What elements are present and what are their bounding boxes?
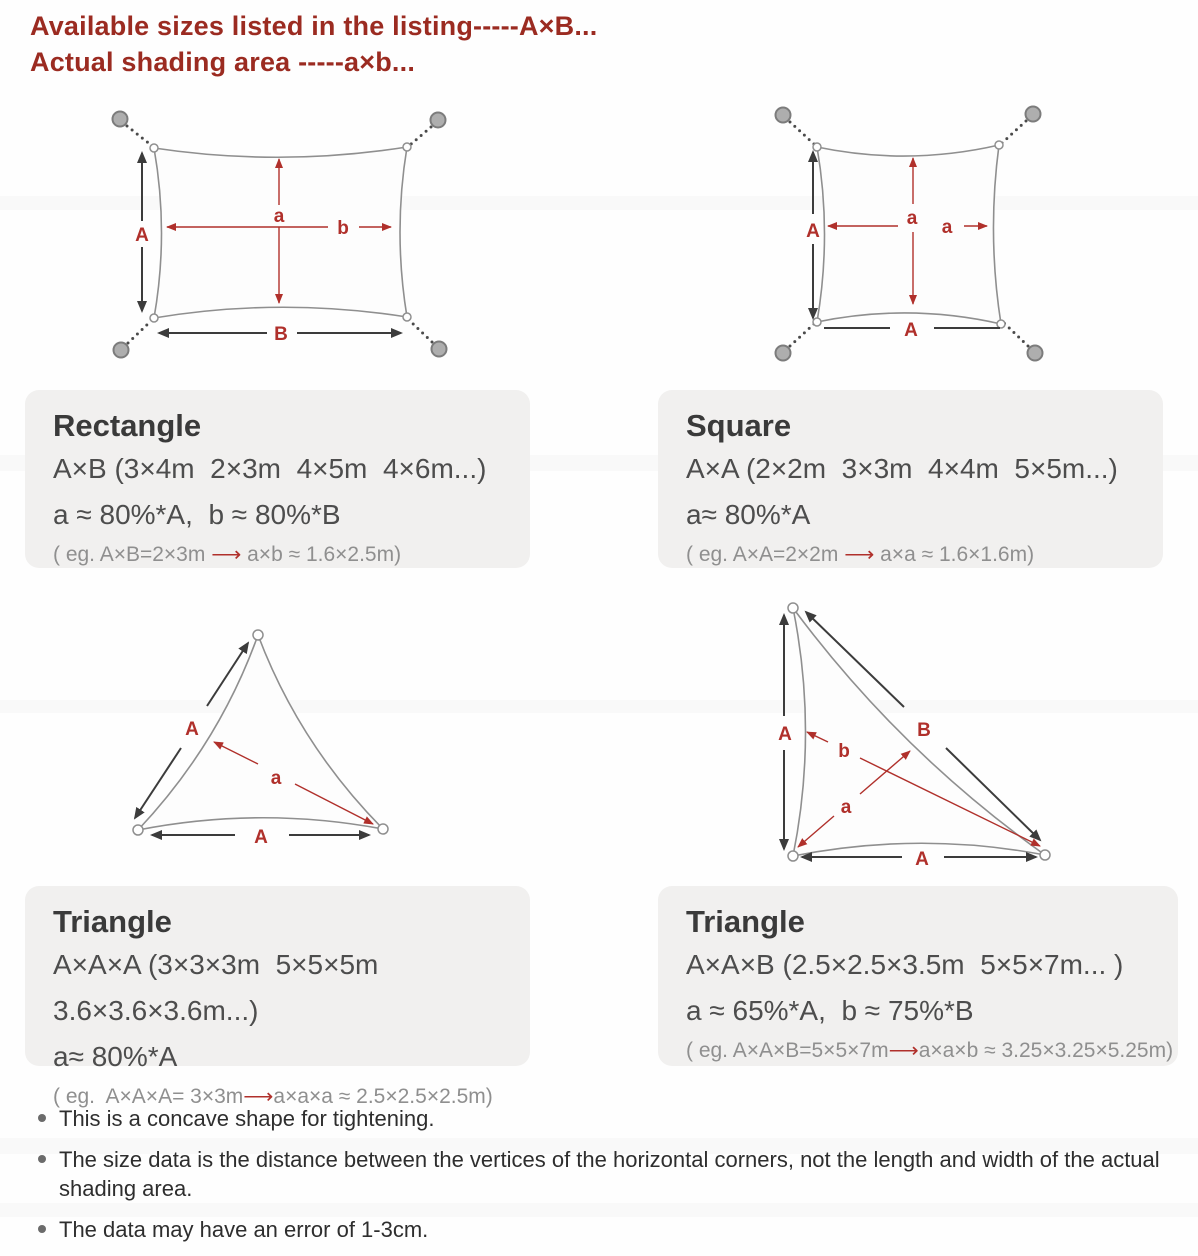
bullet-icon (38, 1225, 46, 1233)
card-example (686, 1034, 1178, 1068)
card-example (686, 538, 1163, 572)
example-pre: ( eg. A×A×B=5×5×7m (686, 1039, 889, 1062)
dimension-label-A-side: A (778, 724, 792, 745)
square-sail-diagram (740, 92, 1080, 382)
example-post: a×a ≈ 1.6×1.6m) (874, 543, 1035, 566)
rectangle-info-card (25, 390, 530, 568)
card-sizes: A×A×B (2.5×2.5×3.5m 5×5×7m... ) (686, 949, 1124, 980)
equilateral-triangle-sail-diagram (95, 602, 440, 864)
anchor-point (114, 343, 129, 358)
anchor-point (776, 346, 791, 361)
note-error-margin (32, 1215, 1178, 1244)
dimension-label-A-side: A (185, 719, 199, 740)
bullet-icon (38, 1155, 46, 1163)
dimension-label-b: b (337, 218, 349, 239)
example-post: a×a×b ≈ 3.25×3.25×5.25m) (918, 1039, 1174, 1062)
dimension-label-A: A (806, 221, 820, 242)
long-right-arrow: ⟶ (888, 1039, 919, 1062)
card-sizes: A×B (3×4m 2×3m 4×5m 4×6m...) (53, 453, 487, 484)
dimension-label-A-bottom: A (915, 849, 929, 870)
card-title: Triangle (686, 904, 805, 939)
page-header (30, 8, 597, 80)
long-right-arrow: ⟶ (243, 1085, 274, 1108)
triangle-right-info-card (658, 886, 1178, 1066)
long-right-arrow: ⟶ (211, 543, 242, 566)
card-formula: a≈ 80%*A (53, 1041, 178, 1072)
example-pre: ( eg. A×A×A= 3×3m (53, 1085, 244, 1108)
right-triangle-sail-diagram (752, 588, 1087, 883)
dimension-label-B: B (274, 324, 288, 345)
example-pre: ( eg. A×B=2×3m (53, 543, 212, 566)
sail-outline (817, 145, 1001, 324)
header-line-available-sizes: Available sizes listed in the listing-----A×B... (30, 11, 598, 41)
dimension-label-a-horizontal: a (941, 217, 953, 238)
example-pre: ( eg. A×A=2×2m (686, 543, 845, 566)
triangle-equilateral-info-card (25, 886, 530, 1108)
card-formula: a ≈ 80%*A, b ≈ 80%*B (53, 499, 341, 530)
dimension-label-a: a (840, 797, 852, 818)
dimension-label-B: B (917, 720, 931, 741)
dimension-label-A-bottom: A (904, 320, 918, 341)
dimension-label-a: a (270, 768, 282, 789)
card-formula: a≈ 80%*A (686, 499, 811, 530)
note-size-data (32, 1145, 1178, 1203)
example-post: a×b ≈ 1.6×2.5m) (241, 543, 402, 566)
card-example (53, 538, 530, 572)
card-sizes: A×A×A (3×3×3m 5×5×5m 3.6×3.6×3.6m...) (53, 949, 394, 1026)
sail-outline (138, 635, 383, 830)
header-line-actual-shading: Actual shading area -----a×b... (30, 47, 416, 77)
example-post: a×a×a ≈ 2.5×2.5×2.5m) (273, 1085, 493, 1108)
footnotes (32, 1104, 1178, 1244)
dimension-label-A-bottom: A (254, 827, 268, 848)
card-sizes: A×A (2×2m 3×3m 4×4m 5×5m...) (686, 453, 1118, 484)
card-title: Rectangle (53, 408, 202, 443)
anchor-point (431, 113, 446, 128)
dimension-label-a: a (273, 206, 285, 227)
anchor-point (776, 108, 791, 123)
card-formula: a ≈ 65%*A, b ≈ 75%*B (686, 995, 974, 1026)
card-title: Square (686, 408, 792, 443)
dimension-label-A: A (135, 225, 149, 246)
anchor-point (432, 342, 447, 357)
note-text: The size data is the distance between the vertices of the horizontal corners, not the length and width of the actual shading area. (59, 1147, 1166, 1201)
anchor-point (1026, 107, 1041, 122)
bullet-icon (38, 1114, 46, 1122)
anchor-point (113, 112, 128, 127)
square-info-card (658, 390, 1163, 568)
note-text: This is a concave shape for tightening. (59, 1106, 435, 1131)
dimension-label-a-vertical: a (906, 208, 918, 229)
note-concave-shape (32, 1104, 1178, 1133)
card-title: Triangle (53, 904, 172, 939)
sail-outline (154, 147, 407, 318)
rectangle-sail-diagram (85, 95, 585, 385)
dimension-label-b: b (838, 741, 850, 762)
anchor-point (1028, 346, 1043, 361)
long-right-arrow: ⟶ (844, 543, 875, 566)
note-text: The data may have an error of 1-3cm. (59, 1217, 429, 1242)
